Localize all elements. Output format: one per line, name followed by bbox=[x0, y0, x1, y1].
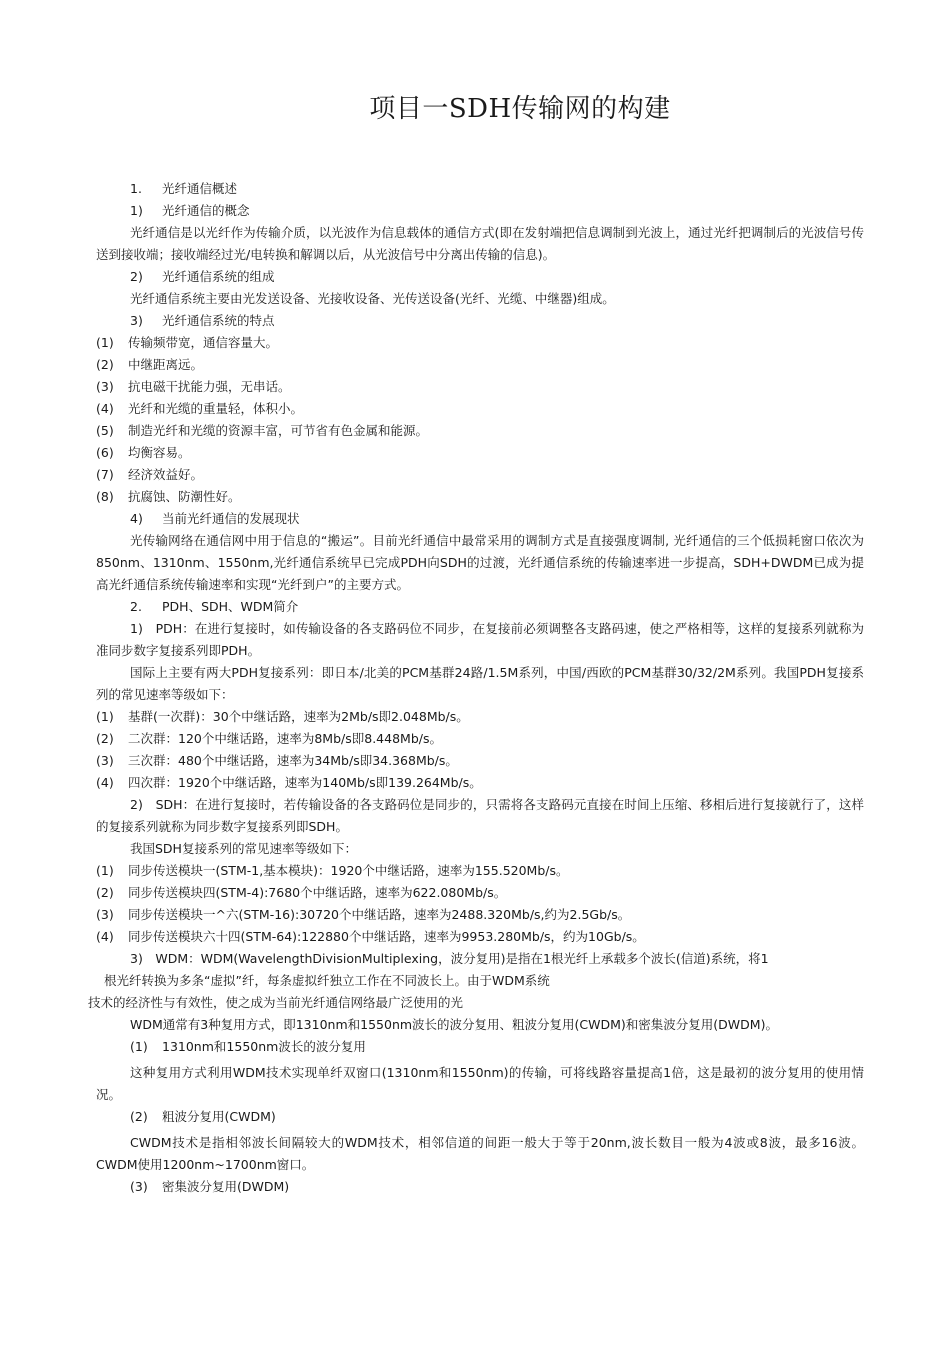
subsection-heading bbox=[96, 266, 864, 288]
list-item bbox=[96, 354, 864, 376]
paragraph-sdh: 2) SDH：在进行复接时，若传输设备的各支路码位是同步的，只需将各支路码元直接在时间上压缩、移相后进行复接就行了，这样的复接系列就称为同步数字复接系列即SDH。 bbox=[96, 797, 864, 834]
subsection-number: 3) bbox=[130, 313, 143, 328]
subsection-heading bbox=[96, 200, 864, 222]
paragraph-pdh: 1) PDH：在进行复接时，如传输设备的各支路码位不同步，在复接前必须调整各支路码速，使之严格相等，这样的复接系列就称为准同步数字复接系列即PDH。 bbox=[96, 621, 864, 658]
paragraph-wdm-modes: WDM通常有3种复用方式，即1310nm和1550nm波长的波分复用、粗波分复用(CWDM)和密集波分复用(DWDM)。 bbox=[130, 1017, 778, 1032]
subsection-heading bbox=[96, 508, 864, 530]
list-number: (1) bbox=[96, 863, 114, 878]
list-text: 密集波分复用(DWDM) bbox=[162, 1179, 290, 1194]
list-number: (1) bbox=[96, 335, 114, 350]
paragraph-pdh-series: 国际上主要有两大PDH复接系列：即日本/北美的PCM基群24路/1.5M系列，中国/西欧的PCM基群30/32/2M系列。我国PDH复接系列的常见速率等级如下： bbox=[96, 665, 864, 702]
subsection-label: 光纤通信系统的组成 bbox=[162, 269, 275, 284]
list-number: (7) bbox=[96, 467, 114, 482]
section-heading-2 bbox=[96, 596, 864, 618]
paragraph-concept: 光纤通信是以光纤作为传输介质，以光波作为信息载体的通信方式(即在发射端把信息调制到光波上，通过光纤把调制后的光波信号传送到接收端；接收端经过光/电转换和解调以后，从光波信号中分离出传输的信息)。 bbox=[96, 225, 864, 262]
page-title: 项目一SDH传输网的构建 bbox=[369, 94, 671, 124]
list-item bbox=[96, 464, 864, 486]
paragraph-dual-window: 这种复用方式利用WDM技术实现单纤双窗口(1310nm和1550nm)的传输，可将线路容量提高1倍，这是最初的波分复用的使用情况。 bbox=[96, 1065, 864, 1102]
list-item bbox=[96, 772, 864, 794]
wdm-heading-2 bbox=[96, 1106, 864, 1128]
list-item bbox=[96, 882, 864, 904]
subsection-label: 光纤通信系统的特点 bbox=[162, 313, 275, 328]
list-item bbox=[96, 376, 864, 398]
list-text: 同步传送模块一(STM-1,基本模块)：1920个中继话路，速率为155.520Mb/s。 bbox=[128, 863, 569, 878]
list-item bbox=[96, 860, 864, 882]
paragraph-composition: 光纤通信系统主要由光发送设备、光接收设备、光传送设备(光纤、光缆、中继器)组成。 bbox=[130, 291, 615, 306]
list-item bbox=[96, 728, 864, 750]
paragraph-wdm-line-1: 3) WDM：WDM(WavelengthDivisionMultiplexing，波分复用)是指在1根光纤上承载多个波长(信道)系统，将1 bbox=[130, 951, 769, 966]
list-item bbox=[96, 398, 864, 420]
list-number: (4) bbox=[96, 929, 114, 944]
list-number: (2) bbox=[96, 885, 114, 900]
list-item bbox=[96, 332, 864, 354]
section-number: 2. bbox=[130, 599, 142, 614]
list-number: (5) bbox=[96, 423, 114, 438]
list-text: 光纤和光缆的重量轻，体积小。 bbox=[128, 401, 304, 416]
list-text: 同步传送模块一^六(STM-16):30720个中继话路，速率为2488.320Mb/s,约为2.5Gb/s。 bbox=[128, 907, 631, 922]
list-text: 抗腐蚀、防潮性好。 bbox=[128, 489, 241, 504]
list-item bbox=[96, 442, 864, 464]
wdm-heading-3 bbox=[96, 1176, 864, 1198]
list-item bbox=[96, 750, 864, 772]
section-heading-1 bbox=[96, 178, 864, 200]
paragraph-wdm-line-3: 技术的经济性与有效性，使之成为当前光纤通信网络最广泛使用的光 bbox=[88, 995, 464, 1010]
subsection-label: 当前光纤通信的发展现状 bbox=[162, 511, 300, 526]
list-number: (3) bbox=[96, 753, 114, 768]
document-body bbox=[88, 178, 864, 1198]
list-item bbox=[96, 904, 864, 926]
subsection-number: 2) bbox=[130, 269, 143, 284]
paragraph-wdm-line-2: 根光纤转换为多条“虚拟”纤，每条虚拟纤独立工作在不同波长上。由于WDM系统 bbox=[104, 973, 550, 988]
list-text: 中继距离远。 bbox=[128, 357, 204, 372]
list-number: (3) bbox=[96, 907, 114, 922]
list-item bbox=[96, 420, 864, 442]
list-number: (3) bbox=[130, 1179, 148, 1194]
list-item bbox=[96, 926, 864, 948]
list-item bbox=[96, 706, 864, 728]
list-number: (2) bbox=[96, 731, 114, 746]
paragraph-status: 光传输网络在通信网中用于信息的“搬运”。目前光纤通信中最常采用的调制方式是直接强度调制, 光纤通信的三个低损耗窗口依次为850nm、1310nm、1550nm,光纤通信系统早已完成PDH向SDH的过渡，光纤通信系统的传输速率进一步提高，SDH+DWDM已成为提高光纤通信系统传输速率和实现“光纤到户”的主要方式。 bbox=[96, 533, 864, 592]
section-label: 光纤通信概述 bbox=[162, 181, 238, 196]
list-number: (8) bbox=[96, 489, 114, 504]
list-text: 制造光纤和光缆的资源丰富，可节省有色金属和能源。 bbox=[128, 423, 429, 438]
list-text: 二次群：120个中继话路，速率为8Mb/s即8.448Mb/s。 bbox=[128, 731, 442, 746]
list-number: (1) bbox=[96, 709, 114, 724]
list-text: 传输频带宽，通信容量大。 bbox=[128, 335, 279, 350]
list-number: (1) bbox=[130, 1039, 148, 1054]
list-number: (4) bbox=[96, 775, 114, 790]
list-text: 粗波分复用(CWDM) bbox=[162, 1109, 276, 1124]
list-number: (2) bbox=[96, 357, 114, 372]
list-text: 四次群：1920个中继话路，速率为140Mb/s即139.264Mb/s。 bbox=[128, 775, 482, 790]
list-text: 经济效益好。 bbox=[128, 467, 204, 482]
list-text: 抗电磁干扰能力强，无串话。 bbox=[128, 379, 291, 394]
features-list bbox=[96, 332, 864, 508]
list-number: (6) bbox=[96, 445, 114, 460]
list-text: 三次群：480个中继话路，速率为34Mb/s即34.368Mb/s。 bbox=[128, 753, 458, 768]
wdm-heading-1 bbox=[96, 1036, 864, 1058]
list-item bbox=[96, 486, 864, 508]
list-text: 同步传送模块四(STM-4):7680个中继话路，速率为622.080Mb/s。 bbox=[128, 885, 507, 900]
section-label: PDH、SDH、WDM简介 bbox=[162, 599, 299, 614]
list-text: 1310nm和1550nm波长的波分复用 bbox=[162, 1039, 366, 1054]
list-number: (2) bbox=[130, 1109, 148, 1124]
list-text: 均衡容易。 bbox=[128, 445, 191, 460]
list-text: 基群(一次群)：30个中继话路，速率为2Mb/s即2.048Mb/s。 bbox=[128, 709, 469, 724]
list-number: (4) bbox=[96, 401, 114, 416]
list-number: (3) bbox=[96, 379, 114, 394]
subsection-number: 4) bbox=[130, 511, 143, 526]
paragraph-cwdm: CWDM技术是指相邻波长间隔较大的WDM技术，相邻信道的间距一般大于等于20nm,波长数目一般为4波或8波，最多16波。CWDM使用1200nm~1700nm窗口。 bbox=[96, 1135, 864, 1172]
list-text: 同步传送模块六十四(STM-64):122880个中继话路，速率为9953.280Mb/s，约为10Gb/s。 bbox=[128, 929, 645, 944]
section-number: 1. bbox=[130, 181, 142, 196]
pdh-rate-list bbox=[96, 706, 864, 794]
paragraph-sdh-rates-intro: 我国SDH复接系列的常见速率等级如下： bbox=[130, 841, 357, 856]
subsection-label: 光纤通信的概念 bbox=[162, 203, 250, 218]
sdh-rate-list bbox=[96, 860, 864, 948]
subsection-heading bbox=[96, 310, 864, 332]
subsection-number: 1) bbox=[130, 203, 143, 218]
